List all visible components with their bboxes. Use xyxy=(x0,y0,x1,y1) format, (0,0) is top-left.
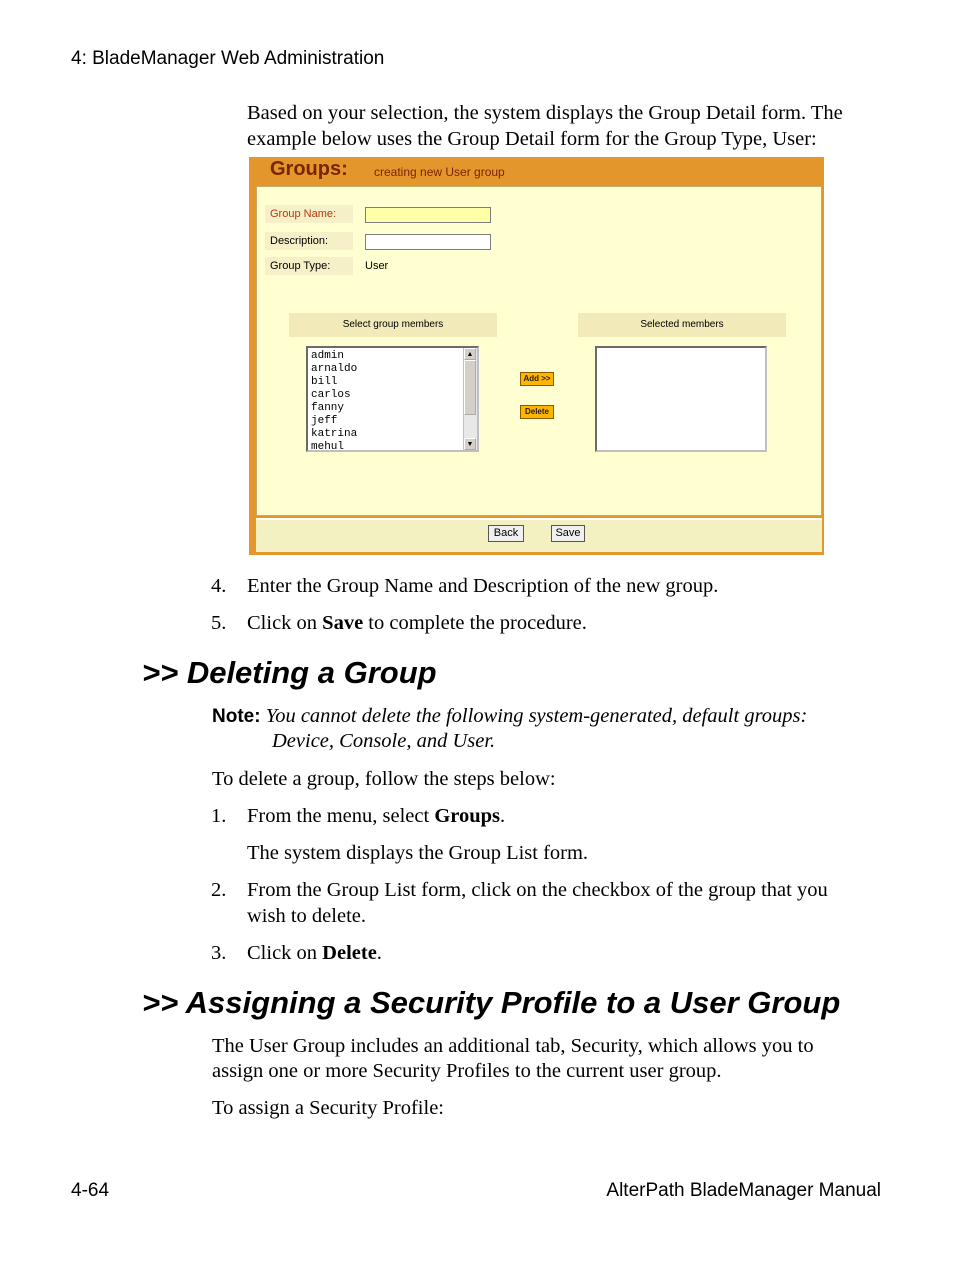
scroll-down-icon[interactable]: ▼ xyxy=(464,438,476,450)
selected-members-listbox[interactable] xyxy=(595,346,767,452)
description-input[interactable] xyxy=(365,234,491,250)
member-list-scrollbar[interactable] xyxy=(463,348,477,450)
figure-subtitle: creating new User group xyxy=(374,165,505,179)
delete-intro: To delete a group, follow the steps below: xyxy=(212,768,556,790)
step-text: From the Group List form, click on the checkbox of the group that you xyxy=(247,879,828,901)
member-list-item[interactable]: katrina xyxy=(311,428,358,440)
step-number: 1. xyxy=(211,805,227,827)
scroll-up-icon[interactable]: ▲ xyxy=(464,348,476,360)
figure-button-bar xyxy=(256,518,822,552)
step-number: 3. xyxy=(211,942,227,964)
member-list-item[interactable]: fanny xyxy=(311,402,345,414)
note-label: Note: xyxy=(212,706,261,727)
note-continuation: Device, Console, and User. xyxy=(272,730,496,752)
step-result: The system displays the Group List form. xyxy=(247,842,589,864)
select-members-header: Select group members xyxy=(289,313,497,337)
scroll-thumb[interactable] xyxy=(464,360,476,415)
group-name-label: Group Name: xyxy=(265,205,353,223)
figure-title: Groups: xyxy=(270,158,348,180)
assign-paragraph-line: The User Group includes an additional tab, Security, which allows you to xyxy=(212,1035,814,1057)
member-list-item[interactable]: bill xyxy=(311,376,338,388)
member-list-item[interactable]: carlos xyxy=(311,389,351,401)
intro-paragraph: Based on your selection, the system displays the Group Detail form. The example below uses the Group Detail form for the Group Type, User: xyxy=(247,102,843,150)
group-type-value: User xyxy=(365,260,389,272)
assign-paragraph-line: assign one or more Security Profiles to the current user group. xyxy=(212,1060,722,1082)
step-text: Click on Save to complete the procedure. xyxy=(247,612,587,634)
save-button[interactable]: Save xyxy=(551,525,585,542)
step-text: Enter the Group Name and Description of the new group. xyxy=(247,575,719,597)
running-head: 4: BladeManager Web Administration xyxy=(71,48,385,69)
member-list-item[interactable]: admin xyxy=(311,350,345,362)
step-text: From the menu, select Groups. xyxy=(247,805,506,827)
member-list-item[interactable]: mehul xyxy=(311,441,345,452)
assign-steps-intro: To assign a Security Profile: xyxy=(212,1097,444,1119)
step-text-continued: wish to delete. xyxy=(247,905,366,927)
step-number: 5. xyxy=(211,612,227,634)
manual-title: AlterPath BladeManager Manual xyxy=(606,1180,881,1201)
member-listbox[interactable] xyxy=(306,346,479,452)
member-list-item[interactable]: jeff xyxy=(311,415,338,427)
member-list-item[interactable]: arnaldo xyxy=(311,363,358,375)
page-number: 4-64 xyxy=(71,1180,110,1201)
selected-members-header: Selected members xyxy=(578,313,786,337)
add-member-button[interactable]: Add >> xyxy=(520,372,554,386)
group-type-label: Group Type: xyxy=(265,257,353,275)
group-name-input[interactable] xyxy=(365,207,491,223)
step-number: 4. xyxy=(211,575,227,597)
section-heading-delete: >> Deleting a Group xyxy=(142,655,437,690)
step-text: Click on Delete. xyxy=(247,942,382,964)
back-button[interactable]: Back xyxy=(488,525,524,542)
description-label: Description: xyxy=(265,232,353,250)
note: Note: You cannot delete the following system-generated, default groups: xyxy=(212,705,808,727)
delete-member-button[interactable]: Delete xyxy=(520,405,554,419)
step-number: 2. xyxy=(211,879,227,901)
section-heading-assign: >> Assigning a Security Profile to a User Group xyxy=(142,985,841,1020)
